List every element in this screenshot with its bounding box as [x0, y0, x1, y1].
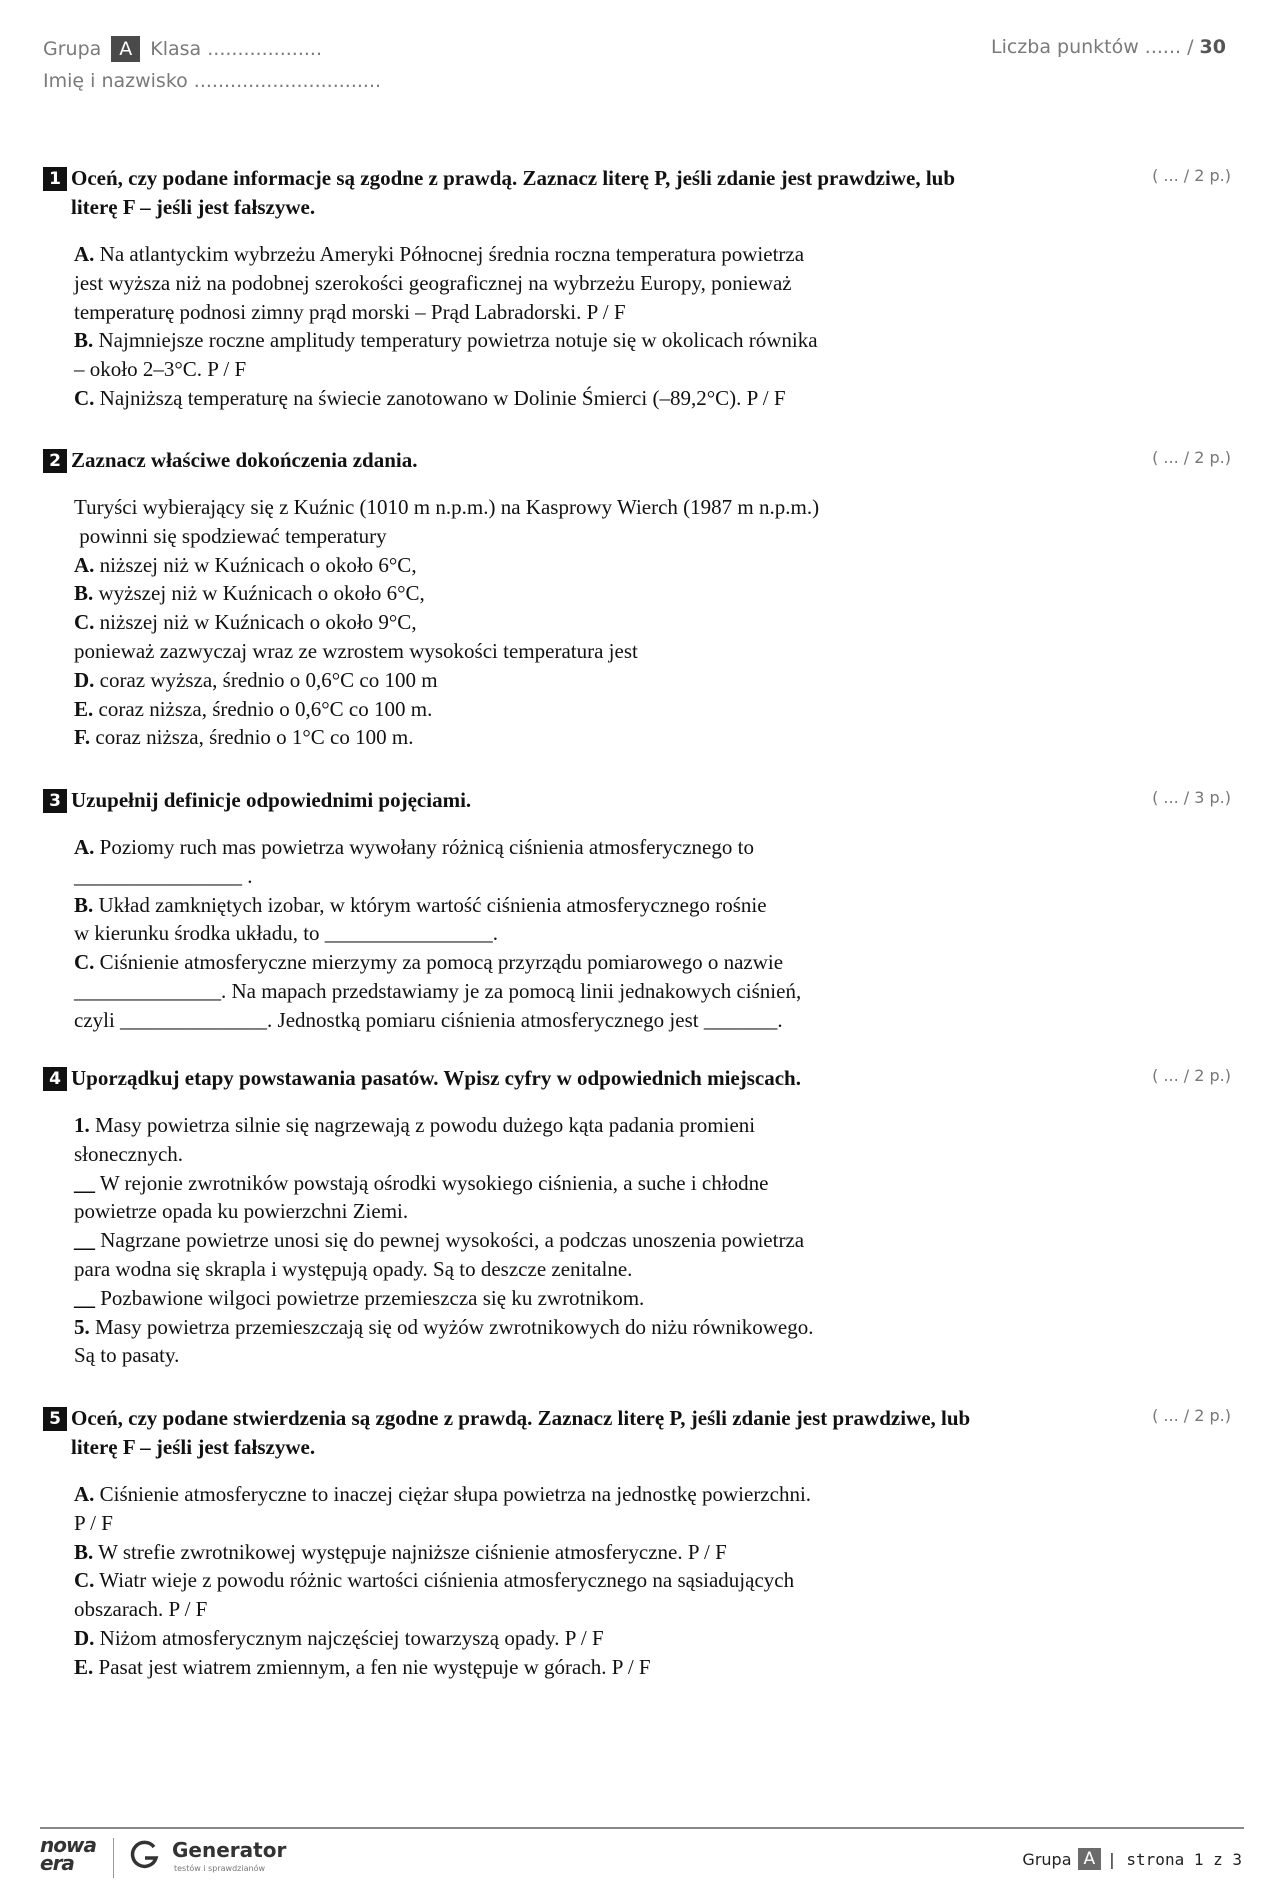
footer-page-info — [1022, 1848, 1242, 1870]
task-line: B. W strefie zwrotnikowej występuje najniższe ciśnienie atmosferyczne. P / F — [74, 1539, 727, 1564]
task-number: 5 — [43, 1407, 67, 1431]
task-line: B. Najmniejsze roczne amplitudy temperatury powietrza notuje się w okolicach równika — [74, 328, 818, 353]
nowa-era-logo: nowa era — [40, 1833, 96, 1875]
generator-logo-text: Generator — [172, 1838, 287, 1862]
task-line: powietrze opada ku powierzchni Ziemi. — [74, 1199, 409, 1224]
task-line: słonecznych. — [74, 1141, 184, 1166]
task-line: __ Nagrzane powietrze unosi się do pewnej wysokości, a podczas unoszenia powietrza — [74, 1228, 805, 1253]
group-letter-badge: A — [111, 36, 140, 62]
task-1 — [43, 164, 1243, 413]
task-points: ( ... / 2 p.) — [1152, 1406, 1231, 1425]
task-line: F. coraz niższa, średnio o 1°C co 100 m. — [74, 725, 414, 750]
task-title: Uporządkuj etapy powstawania pasatów. Wpisz cyfry w odpowiednich miejscach. — [71, 1066, 801, 1090]
task-title: Oceń, czy podane stwierdzenia są zgodne z prawdą. Zaznacz literę P, jeśli zdanie jest prawdziwe, lub literę F – jeśli jest fałszywe. — [71, 1406, 971, 1459]
task-points: ( ... / 2 p.) — [1152, 1066, 1231, 1085]
points-total: 30 — [1199, 36, 1226, 58]
name-label: Imię i nazwisko ............................... — [43, 70, 382, 92]
task-body — [74, 493, 974, 752]
task-line: 5. Masy powietrza przemieszczają się od wyżów zwrotnikowych do niżu równikowego. — [74, 1314, 814, 1339]
task-line: 1. Masy powietrza silnie się nagrzewają z powodu dużego kąta padania promieni — [74, 1113, 756, 1137]
task-line: Turyści wybierający się z Kuźnic (1010 m n.p.m.) na Kasprowy Wierch (1987 m n.p.m.) — [74, 495, 820, 519]
task-points: ( ... / 3 p.) — [1152, 788, 1231, 807]
task-line: D. coraz wyższa, średnio o 0,6°C co 100 m — [74, 667, 438, 692]
points-summary — [991, 36, 1226, 58]
task-line: A. niższej niż w Kuźnicach o około 6°C, — [74, 552, 417, 577]
task-number: 4 — [43, 1067, 67, 1091]
task-line: temperaturę podnosi zimny prąd morski – Prąd Labradorski. P / F — [74, 299, 626, 324]
task-line: C. Najniższą temperaturę na świecie zanotowano w Dolinie Śmierci (–89,2°C). P / F — [74, 385, 786, 410]
task-points: ( ... / 2 p.) — [1152, 448, 1231, 467]
task-line: B. wyższej niż w Kuźnicach o około 6°C, — [74, 581, 425, 606]
task-body — [74, 1480, 974, 1682]
task-title: Oceń, czy podane informacje są zgodne z prawdą. Zaznacz literę P, jeśli zdanie jest prawdziwe, lub literę F – jeśli jest fałszywe. — [71, 166, 956, 219]
task-line: D. Niżom atmosferycznym najczęściej towarzyszą opady. P / F — [74, 1625, 604, 1650]
task-body — [74, 1111, 974, 1370]
task-line: para wodna się skrapla i występują opady. Są to deszcze zenitalne. — [74, 1256, 633, 1281]
task-number: 1 — [43, 167, 67, 191]
task-body — [74, 240, 974, 413]
task-body — [74, 833, 974, 1035]
task-line: E. coraz niższa, średnio o 0,6°C co 100 m. — [74, 696, 433, 721]
group-label: Grupa — [43, 38, 102, 60]
task-5 — [43, 1404, 1243, 1682]
task-line: A. Poziomy ruch mas powietrza wywołany różnicą ciśnienia atmosferycznego to — [74, 835, 754, 859]
task-line: obszarach. P / F — [74, 1597, 208, 1622]
task-line: E. Pasat jest wiatrem zmiennym, a fen nie występuje w górach. P / F — [74, 1654, 651, 1679]
page-number: | strona 1 z 3 — [1107, 1849, 1242, 1869]
logo-separator — [113, 1838, 114, 1878]
task-line: powinni się spodziewać temperatury — [74, 523, 387, 548]
task-line: P / F — [74, 1510, 113, 1535]
task-line: B. Układ zamkniętych izobar, w którym wartość ciśnienia atmosferycznego rośnie — [74, 892, 767, 917]
task-points: ( ... / 2 p.) — [1152, 166, 1231, 185]
task-line: – około 2–3°C. P / F — [74, 357, 247, 382]
task-line: C. Wiatr wieje z powodu różnic wartości ciśnienia atmosferycznego na sąsiadujących — [74, 1568, 795, 1593]
points-label: Liczba punktów ...... / — [990, 36, 1194, 58]
class-label: Klasa ................... — [150, 38, 322, 60]
task-line: ponieważ zazwyczaj wraz ze wzrostem wysokości temperatura jest — [74, 638, 638, 663]
footer-divider — [40, 1827, 1244, 1829]
task-title: Zaznacz właściwe dokończenia zdania. — [71, 448, 418, 472]
task-number: 3 — [43, 789, 67, 813]
header-group-class — [43, 36, 322, 62]
footer-group-label: Grupa — [1022, 1849, 1072, 1869]
task-2 — [43, 446, 1243, 752]
task-line: __ W rejonie zwrotników powstają ośrodki wysokiego ciśnienia, a suche i chłodne — [74, 1170, 769, 1195]
task-line: A. Ciśnienie atmosferyczne to inaczej ciężar słupa powietrza na jednostkę powierzchni. — [74, 1482, 812, 1506]
task-line: __ Pozbawione wilgoci powietrze przemieszcza się ku zwrotnikom. — [74, 1285, 645, 1310]
task-line: ______________. Na mapach przedstawiamy je za pomocą linii jednakowych ciśnień, — [74, 978, 802, 1003]
footer-group-letter-badge: A — [1078, 1848, 1102, 1870]
generator-logo-subtitle: testów i sprawdzianów — [174, 1864, 265, 1873]
task-line: C. niższej niż w Kuźnicach o około 9°C, — [74, 610, 417, 635]
task-line: C. Ciśnienie atmosferyczne mierzymy za pomocą przyrządu pomiarowego o nazwie — [74, 950, 784, 975]
task-3 — [43, 786, 1243, 1035]
generator-g-icon — [130, 1840, 160, 1870]
task-title: Uzupełnij definicje odpowiednimi pojęciami. — [71, 788, 472, 812]
task-number: 2 — [43, 449, 67, 473]
task-line: ________________ . — [74, 863, 253, 888]
task-line: Są to pasaty. — [74, 1343, 180, 1368]
task-4 — [43, 1064, 1243, 1370]
task-line: w kierunku środka układu, to ________________. — [74, 921, 499, 946]
task-line: jest wyższa niż na podobnej szerokości geograficznej na wybrzeżu Europy, ponieważ — [74, 270, 792, 295]
task-line: czyli ______________. Jednostką pomiaru ciśnienia atmosferycznego jest _______. — [74, 1007, 783, 1032]
task-line: A. Na atlantyckim wybrzeżu Ameryki Północnej średnia roczna temperatura powietrza — [74, 242, 805, 266]
